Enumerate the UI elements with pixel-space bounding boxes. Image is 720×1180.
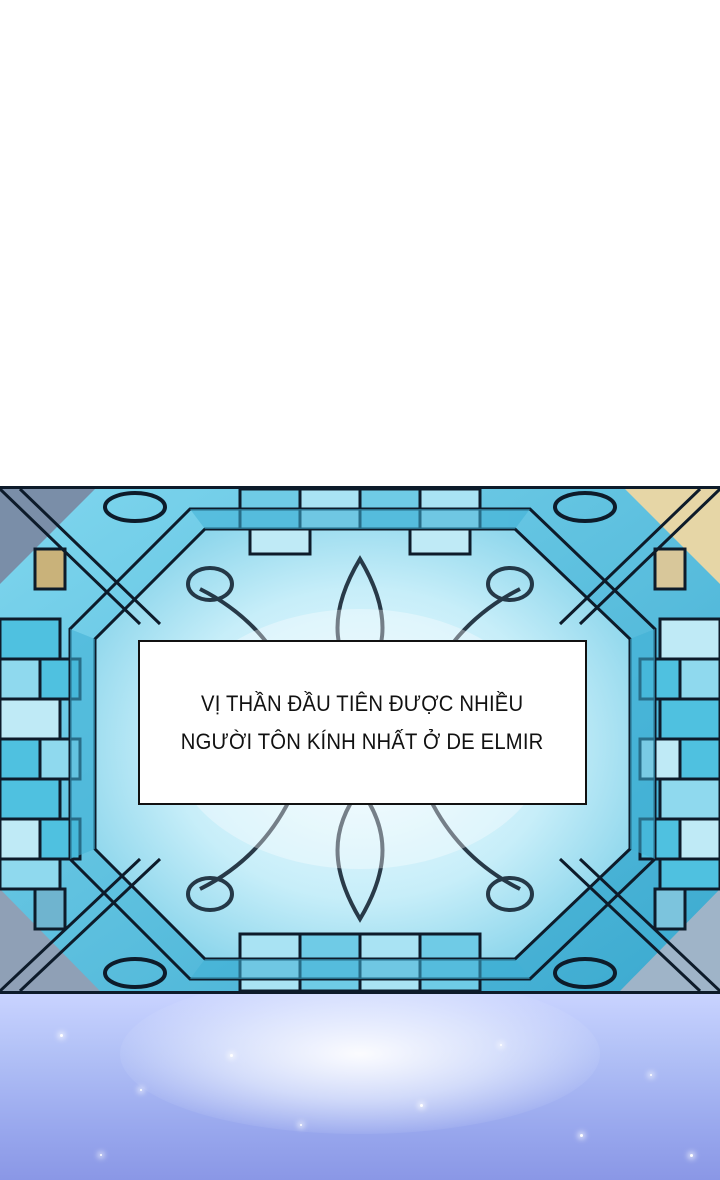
sparkle: [580, 1134, 583, 1137]
sparkle: [140, 1089, 142, 1091]
heavenly-glow: [0, 994, 720, 1180]
sparkle: [100, 1154, 102, 1156]
sparkle: [650, 1074, 652, 1076]
sparkle: [500, 1044, 502, 1046]
caption-line-1: VỊ THẦN ĐẦU TIÊN ĐƯỢC NHIỀU: [201, 690, 524, 716]
sparkle: [300, 1124, 302, 1126]
sparkle: [690, 1154, 693, 1157]
sparkle: [60, 1034, 63, 1037]
light-haze: [120, 994, 600, 1134]
narration-caption-box: [138, 640, 587, 805]
sparkle: [420, 1104, 423, 1107]
caption-line-2: NGƯỜI TÔN KÍNH NHẤT Ở DE ELMIR: [181, 728, 544, 754]
sparkle: [230, 1054, 233, 1057]
